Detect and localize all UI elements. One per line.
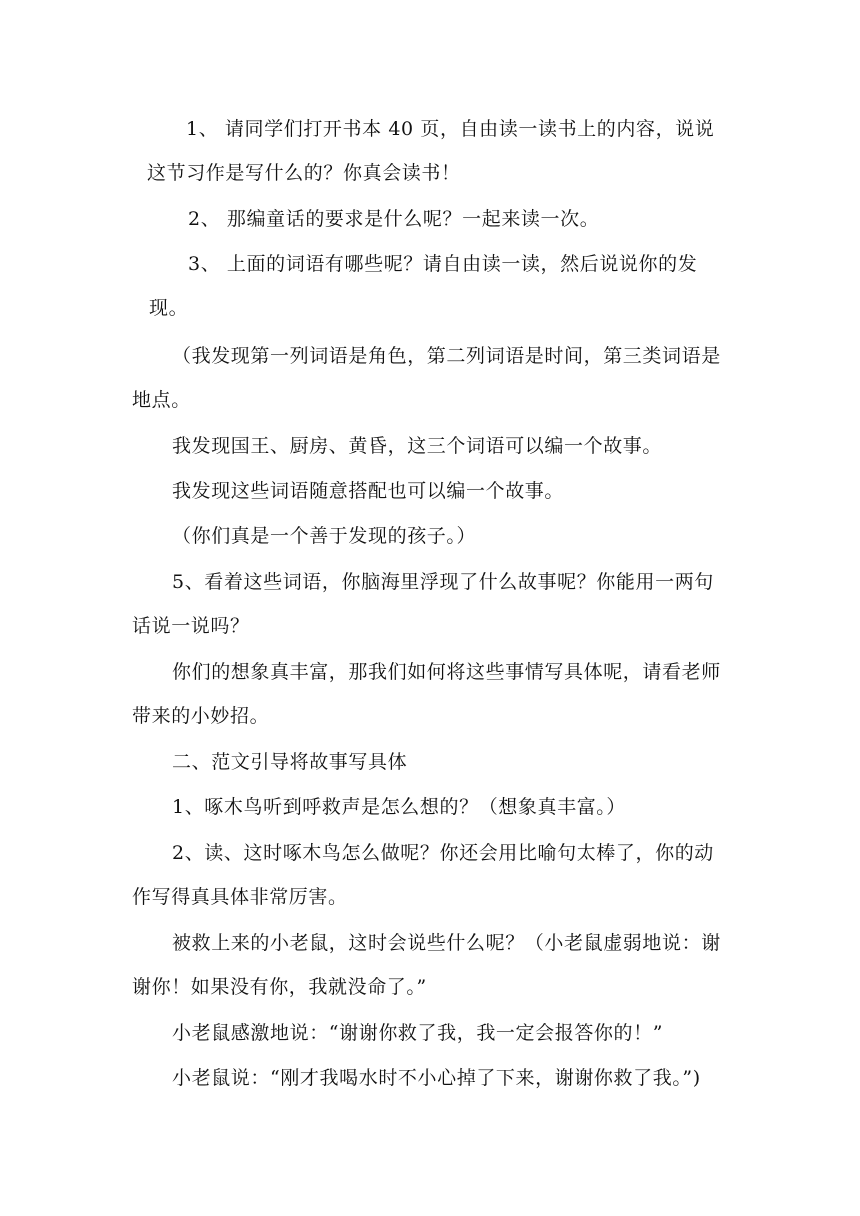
text-line: 2、读、这时啄木鸟怎么做呢？你还会用比喻句太棒了，你的动 bbox=[172, 842, 714, 864]
text-line: （你们真是一个善于发现的孩子。） bbox=[172, 525, 477, 547]
text-line: （我发现第一列词语是角色，第二列词语是时间，第三类词语是 bbox=[172, 345, 721, 367]
text-line: 我发现国王、厨房、黄昏，这三个词语可以编一个故事。 bbox=[172, 435, 663, 457]
text-line: 1、 请同学们打开书本 40 页，自由读一读书上的内容，说说 bbox=[186, 118, 715, 140]
text-line: 5、看着这些词语，你脑海里浮现了什么故事呢？你能用一两句 bbox=[172, 571, 714, 593]
text-line: 这节习作是写什么的？你真会读书！ bbox=[147, 162, 461, 184]
text-line: 地点。 bbox=[132, 389, 191, 411]
text-line: 你们的想象真丰富，那我们如何将这些事情写具体呢，请看老师 bbox=[172, 661, 721, 683]
text-line: 3、 上面的词语有哪些呢？请自由读一读，然后说说你的发 bbox=[188, 253, 698, 275]
text-line: 话说一说吗？ bbox=[132, 615, 250, 637]
text-line: 带来的小妙招。 bbox=[132, 705, 270, 727]
text-line: 谢你！如果没有你，我就没命了。” bbox=[132, 976, 427, 998]
text-line: 二、范文引导将故事写具体 bbox=[172, 751, 408, 773]
text-line: 小老鼠说：“刚才我喝水时不小心掉了下来，谢谢你救了我。”) bbox=[172, 1067, 701, 1089]
text-line: 2、 那编童话的要求是什么呢？一起来读一次。 bbox=[188, 208, 600, 230]
text-line: 作写得真具体非常厉害。 bbox=[132, 886, 348, 908]
text-line: 1、啄木鸟听到呼救声是怎么想的？（想象真丰富。） bbox=[172, 796, 626, 818]
text-line: 小老鼠感激地说：“谢谢你救了我，我一定会报答你的！” bbox=[172, 1022, 664, 1044]
text-line: 现。 bbox=[149, 297, 189, 319]
text-line: 被救上来的小老鼠，这时会说些什么呢？（小老鼠虚弱地说：谢 bbox=[172, 932, 721, 954]
text-line: 我发现这些词语随意搭配也可以编一个故事。 bbox=[172, 480, 565, 502]
